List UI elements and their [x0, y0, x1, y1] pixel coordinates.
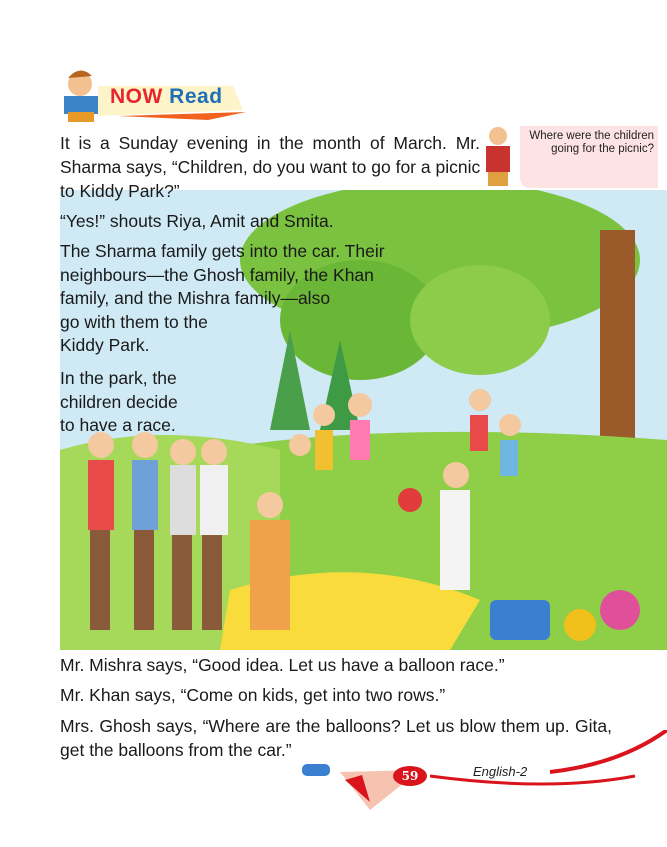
story-line: Kiddy Park.	[60, 335, 150, 355]
story-line: to have a race.	[60, 415, 176, 435]
story-line: Mr. Khan says, “Come on kids, get into two rows.”	[60, 685, 446, 705]
story-line: Sharma says, “Children, do you want to go for a picnic	[60, 157, 481, 177]
book-title: English-2	[473, 764, 528, 779]
story-line: family, and the Mishra family—also	[60, 288, 331, 308]
read-label: Read	[169, 85, 223, 108]
reading-boy-icon	[478, 124, 518, 188]
story-line: neighbours—the Ghosh family, the Khan	[60, 265, 374, 285]
story-line: to Kiddy Park?”	[60, 181, 180, 201]
page-number: 59	[393, 766, 427, 786]
story-line: Mr. Mishra says, “Good idea. Let us have a balloon race.”	[60, 655, 505, 675]
story-line: get the balloons from the car.”	[60, 740, 292, 760]
side-note-question: Where were the children going for the picnic?	[529, 130, 654, 155]
now-read-heading	[110, 85, 223, 109]
story-line: It is a Sunday evening in the month of March. Mr.	[60, 133, 480, 153]
story-line: “Yes!” shouts Riya, Amit and Smita.	[60, 211, 334, 231]
story-line: Mrs. Ghosh says, “Where are the balloons? Let us blow them up. Gita,	[60, 716, 612, 736]
now-label: NOW	[110, 85, 163, 108]
story-line: children decide	[60, 392, 178, 412]
story-line: In the park, the	[60, 368, 177, 388]
story-line: go with them to the	[60, 312, 208, 332]
story-line: The Sharma family gets into the car. Their	[60, 241, 385, 261]
